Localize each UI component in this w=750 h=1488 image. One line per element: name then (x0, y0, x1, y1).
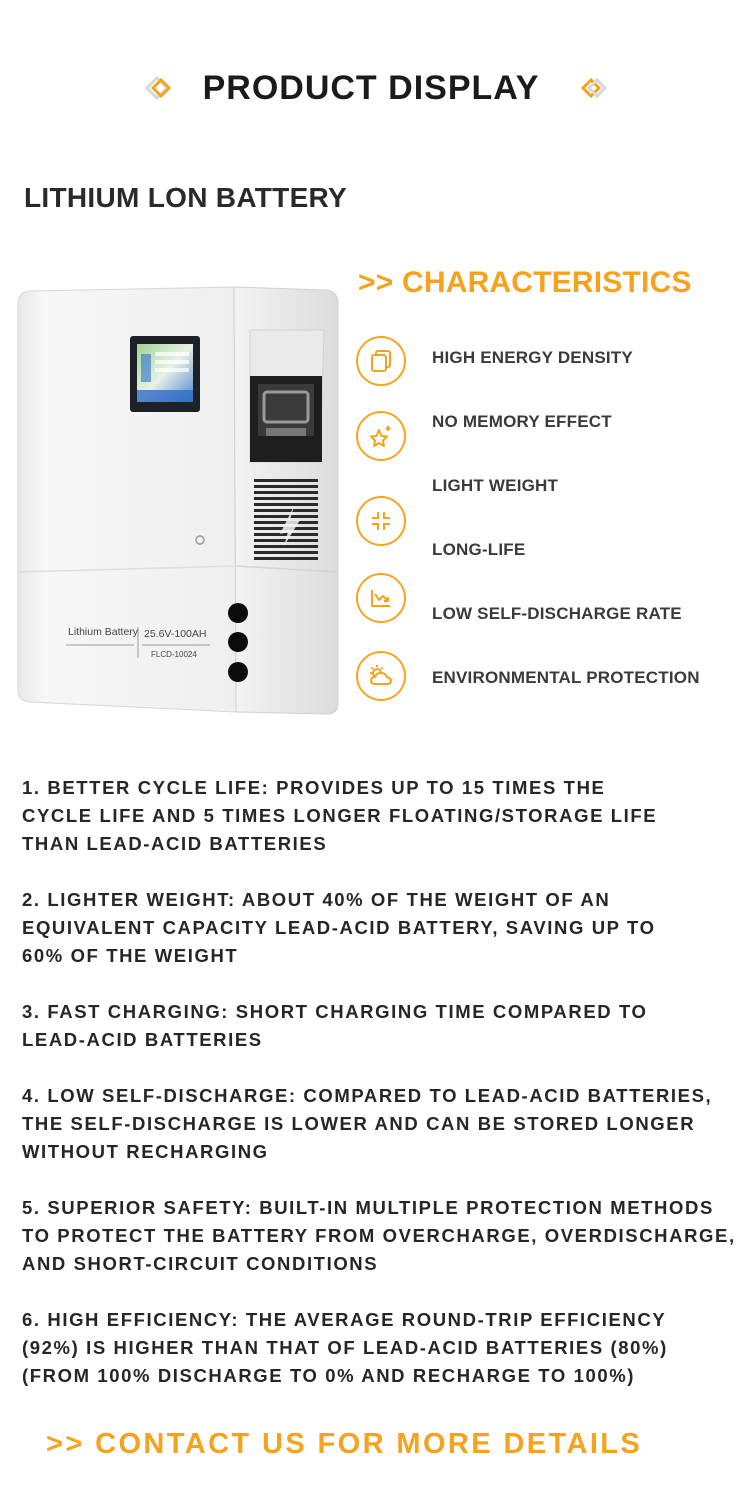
characteristic-label: LOW SELF-DISCHARGE RATE (432, 604, 682, 623)
detail-paragraph: 3. FAST CHARGING: SHORT CHARGING TIME COMPARED TO LEAD-ACID BATTERIES (22, 1001, 648, 1050)
compress-icon (356, 496, 406, 546)
diamond-ornament-icon (573, 73, 617, 103)
product-name: LITHIUM LON BATTERY (24, 182, 347, 213)
sun-cloud-icon (356, 651, 406, 701)
layers-icon (356, 336, 406, 386)
characteristic-label: NO MEMORY EFFECT (432, 412, 612, 431)
battery-model-text: FLCD-10024 (151, 650, 197, 659)
detail-paragraph: 1. BETTER CYCLE LIFE: PROVIDES UP TO 15 TIMES THE CYCLE LIFE AND 5 TIMES LONGER FLOATING/STORAGE LIFE THAN LEAD-ACID BATTERIES (22, 777, 658, 854)
trend-down-chart-icon (356, 573, 406, 623)
detail-paragraph: 2. LIGHTER WEIGHT: ABOUT 40% OF THE WEIGHT OF AN EQUIVALENT CAPACITY LEAD-ACID BATTERY, SAVING UP TO 60% OF THE WEIGHT (22, 889, 656, 966)
section-header (0, 62, 750, 114)
page-title: PRODUCT DISPLAY (202, 68, 540, 107)
detail-paragraph: 4. LOW SELF-DISCHARGE: COMPARED TO LEAD-ACID BATTERIES, THE SELF-DISCHARGE IS LOWER AND CAN BE STORED LONGER WITHOUT RECHARGING (22, 1085, 713, 1162)
characteristic-label: ENVIRONMENTAL PROTECTION (432, 668, 700, 687)
detail-paragraph: 6. HIGH EFFICIENCY: THE AVERAGE ROUND-TRIP EFFICIENCY (92%) IS HIGHER THAN THAT OF LEAD-ACID BATTERIES (80%) (FROM 100% DISCHARGE TO 0% AND RECHARGE TO 100%) (22, 1309, 668, 1386)
detail-paragraph: 5. SUPERIOR SAFETY: BUILT-IN MULTIPLE PROTECTION METHODS TO PROTECT THE BATTERY FROM OVERCHARGE, OVERDISCHARGE, AND SHORT-CIRCUIT CONDITIONS (22, 1197, 736, 1274)
diamond-ornament-icon (133, 73, 177, 103)
characteristic-label: LIGHT WEIGHT (432, 476, 559, 495)
battery-label-text: Lithium Battery (68, 626, 139, 638)
battery-product-image (14, 284, 344, 716)
contact-us-link[interactable]: >> CONTACT US FOR MORE DETAILS (46, 1428, 643, 1460)
sparkle-star-icon (356, 411, 406, 461)
battery-spec-text: 25.6V-100AH (144, 628, 207, 640)
characteristic-label: LONG-LIFE (432, 540, 526, 559)
characteristic-label: HIGH ENERGY DENSITY (432, 348, 633, 367)
characteristics-heading: >> CHARACTERISTICS (358, 266, 692, 299)
